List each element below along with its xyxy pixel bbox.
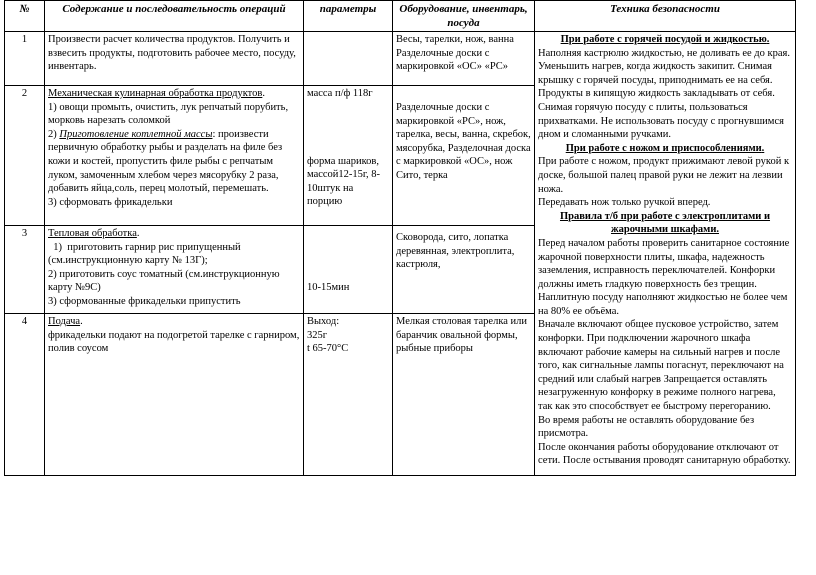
header-params: параметры	[304, 1, 393, 32]
header-equipment: Оборудование, инвентарь, посуда	[393, 1, 535, 32]
row-params	[304, 86, 393, 226]
row-equipment	[393, 86, 535, 226]
content-title: Тепловая обработка.	[48, 228, 140, 239]
equipment-text: Сковорода, сито, лопатка деревянная, электроплита, кастрюля,	[396, 232, 515, 271]
content-step-3: 3) сформовать фрикадельки	[48, 196, 173, 208]
safety-text-hot: Наполняя кастрюлю жидкостью, не доливать ее до края. Уменьшить нагрев, когда жидкость закипит. Снимая крышку с горячей посуды, приподнимать ее на себя. Продукты в кипящую жидкость закладывать от себя. Снимая горячую посуду с плиты, пользоваться прихватками. Не использовать посуду с прогнувшимся дном и сломанными ручками.	[538, 47, 790, 141]
table-row	[5, 32, 796, 86]
row-num: 1	[5, 32, 45, 86]
row-num: 3	[5, 226, 45, 314]
header-safety: Техника безопасности	[535, 1, 796, 32]
header-num: №	[5, 1, 45, 32]
row-num: 2	[5, 86, 45, 226]
safety-cell	[535, 32, 796, 476]
equipment-text: Мелкая столовая тарелка или баранчик овальной формы, рыбные приборы	[396, 316, 528, 355]
row-equipment	[393, 226, 535, 314]
row-params	[304, 226, 393, 314]
safety-text-finish: После окончания работы оборудование отключают от сети. После остывания проводят санитарную обработку.	[538, 441, 791, 467]
row-equipment	[393, 314, 535, 476]
params-time: 10-15мин	[307, 282, 350, 293]
params-mass: масса п/ф 118г	[307, 88, 373, 99]
header-content: Содержание и последовательность операций	[45, 1, 304, 32]
table-header-row	[5, 1, 796, 32]
safety-heading-hot: При работе с горячей посудой и жидкостью.	[560, 34, 770, 45]
params-yield-label: Выход:	[307, 316, 340, 327]
equipment-text: Весы, тарелки, нож, ванна Разделочные доски с маркировкой «ОС» «РС»	[396, 34, 514, 73]
content-serving: фрикадельки подают на подогретой тарелке с гарниром, полив соусом	[48, 329, 300, 355]
row-content	[45, 86, 304, 226]
content-text: Произвести расчет количества продуктов. Получить и взвесить продукты, подготовить рабочее место, посуду, инвентарь.	[48, 34, 296, 73]
content-step-2: 2) приготовить соус томатный (см.инструкционную карту №9С)	[48, 268, 280, 294]
safety-text-stove-check: Перед началом работы проверить санитарное состояние жарочной поверхности плиты, шкафа, надежность заземления, исправность переключателей. Конфорки должны иметь гладкую поверхность без трещин. Наплитную посуду наполняют жидкостью не более чем на 80% ее объёма.	[538, 237, 790, 317]
content-step-1: 1) приготовить гарнир рис припущенный (см.инструкционную карту № 13Г);	[48, 241, 244, 267]
params-temperature: t 65-70°C	[307, 343, 349, 355]
safety-text-knife-pass: Передавать нож только ручкой вперед.	[538, 197, 711, 209]
row-params	[304, 32, 393, 86]
row-content	[45, 32, 304, 86]
safety-heading-stove: Правила т/б при работе с электроплитами и жарочными шкафами.	[559, 210, 771, 236]
technology-card-table	[4, 0, 796, 476]
safety-text-stove-start: Вначале включают общее пусковое устройство, затем конфорки. При подключении жарочного шкафа включают рабочие камеры на сильный нагрев и после того, как сигнальные лампы погаснут, переключают на средний или слабый нагрев Запрещается оставлять незагруженную конфорку в режиме полного нагрева, так как это способствует ее быстрому перегоранию.	[538, 319, 784, 413]
content-title: Механическая кулинарная обработка продуктов.	[48, 88, 265, 99]
content-step-2: 2) Приготовление котлетной массы: произвести первичную обработку рыбы и разделать на филе без кожи и костей, пропустить филе рыбы с репчатым луком, замоченным хлебом через мясорубку 2 раза, добавить яйца,соль, перец молотый, перемешать.	[48, 128, 283, 195]
safety-text-knife: При работе с ножом, продукт прижимают левой рукой к доске, большой палец правой руки не лежит на лезвии ножа.	[538, 156, 790, 195]
row-params	[304, 314, 393, 476]
row-equipment	[393, 32, 535, 86]
row-content	[45, 314, 304, 476]
params-shape: форма шариков, массой12-15г, 8-10штук на порцию	[307, 155, 381, 208]
equipment-text: Разделочные доски с маркировкой «РС», нож, тарелка, весы, ванна, скребок, мясорубка, Разделочная доска с маркировкой «ОС», нож Сито, терка	[396, 102, 531, 181]
safety-heading-knife: При работе с ножом и приспособлениями.	[565, 142, 765, 154]
content-step-1: 1) овощи промыть, очистить, лук репчатый порубить, морковь нарезать соломкой	[48, 101, 289, 127]
row-num: 4	[5, 314, 45, 476]
row-content	[45, 226, 304, 314]
params-yield: 325г	[307, 329, 328, 341]
content-step-3: 3) сформованные фрикадельки припустить	[48, 295, 241, 307]
safety-text-attention: Во время работы не оставлять оборудование без присмотра.	[538, 414, 755, 440]
content-title: Подача.	[48, 316, 83, 327]
